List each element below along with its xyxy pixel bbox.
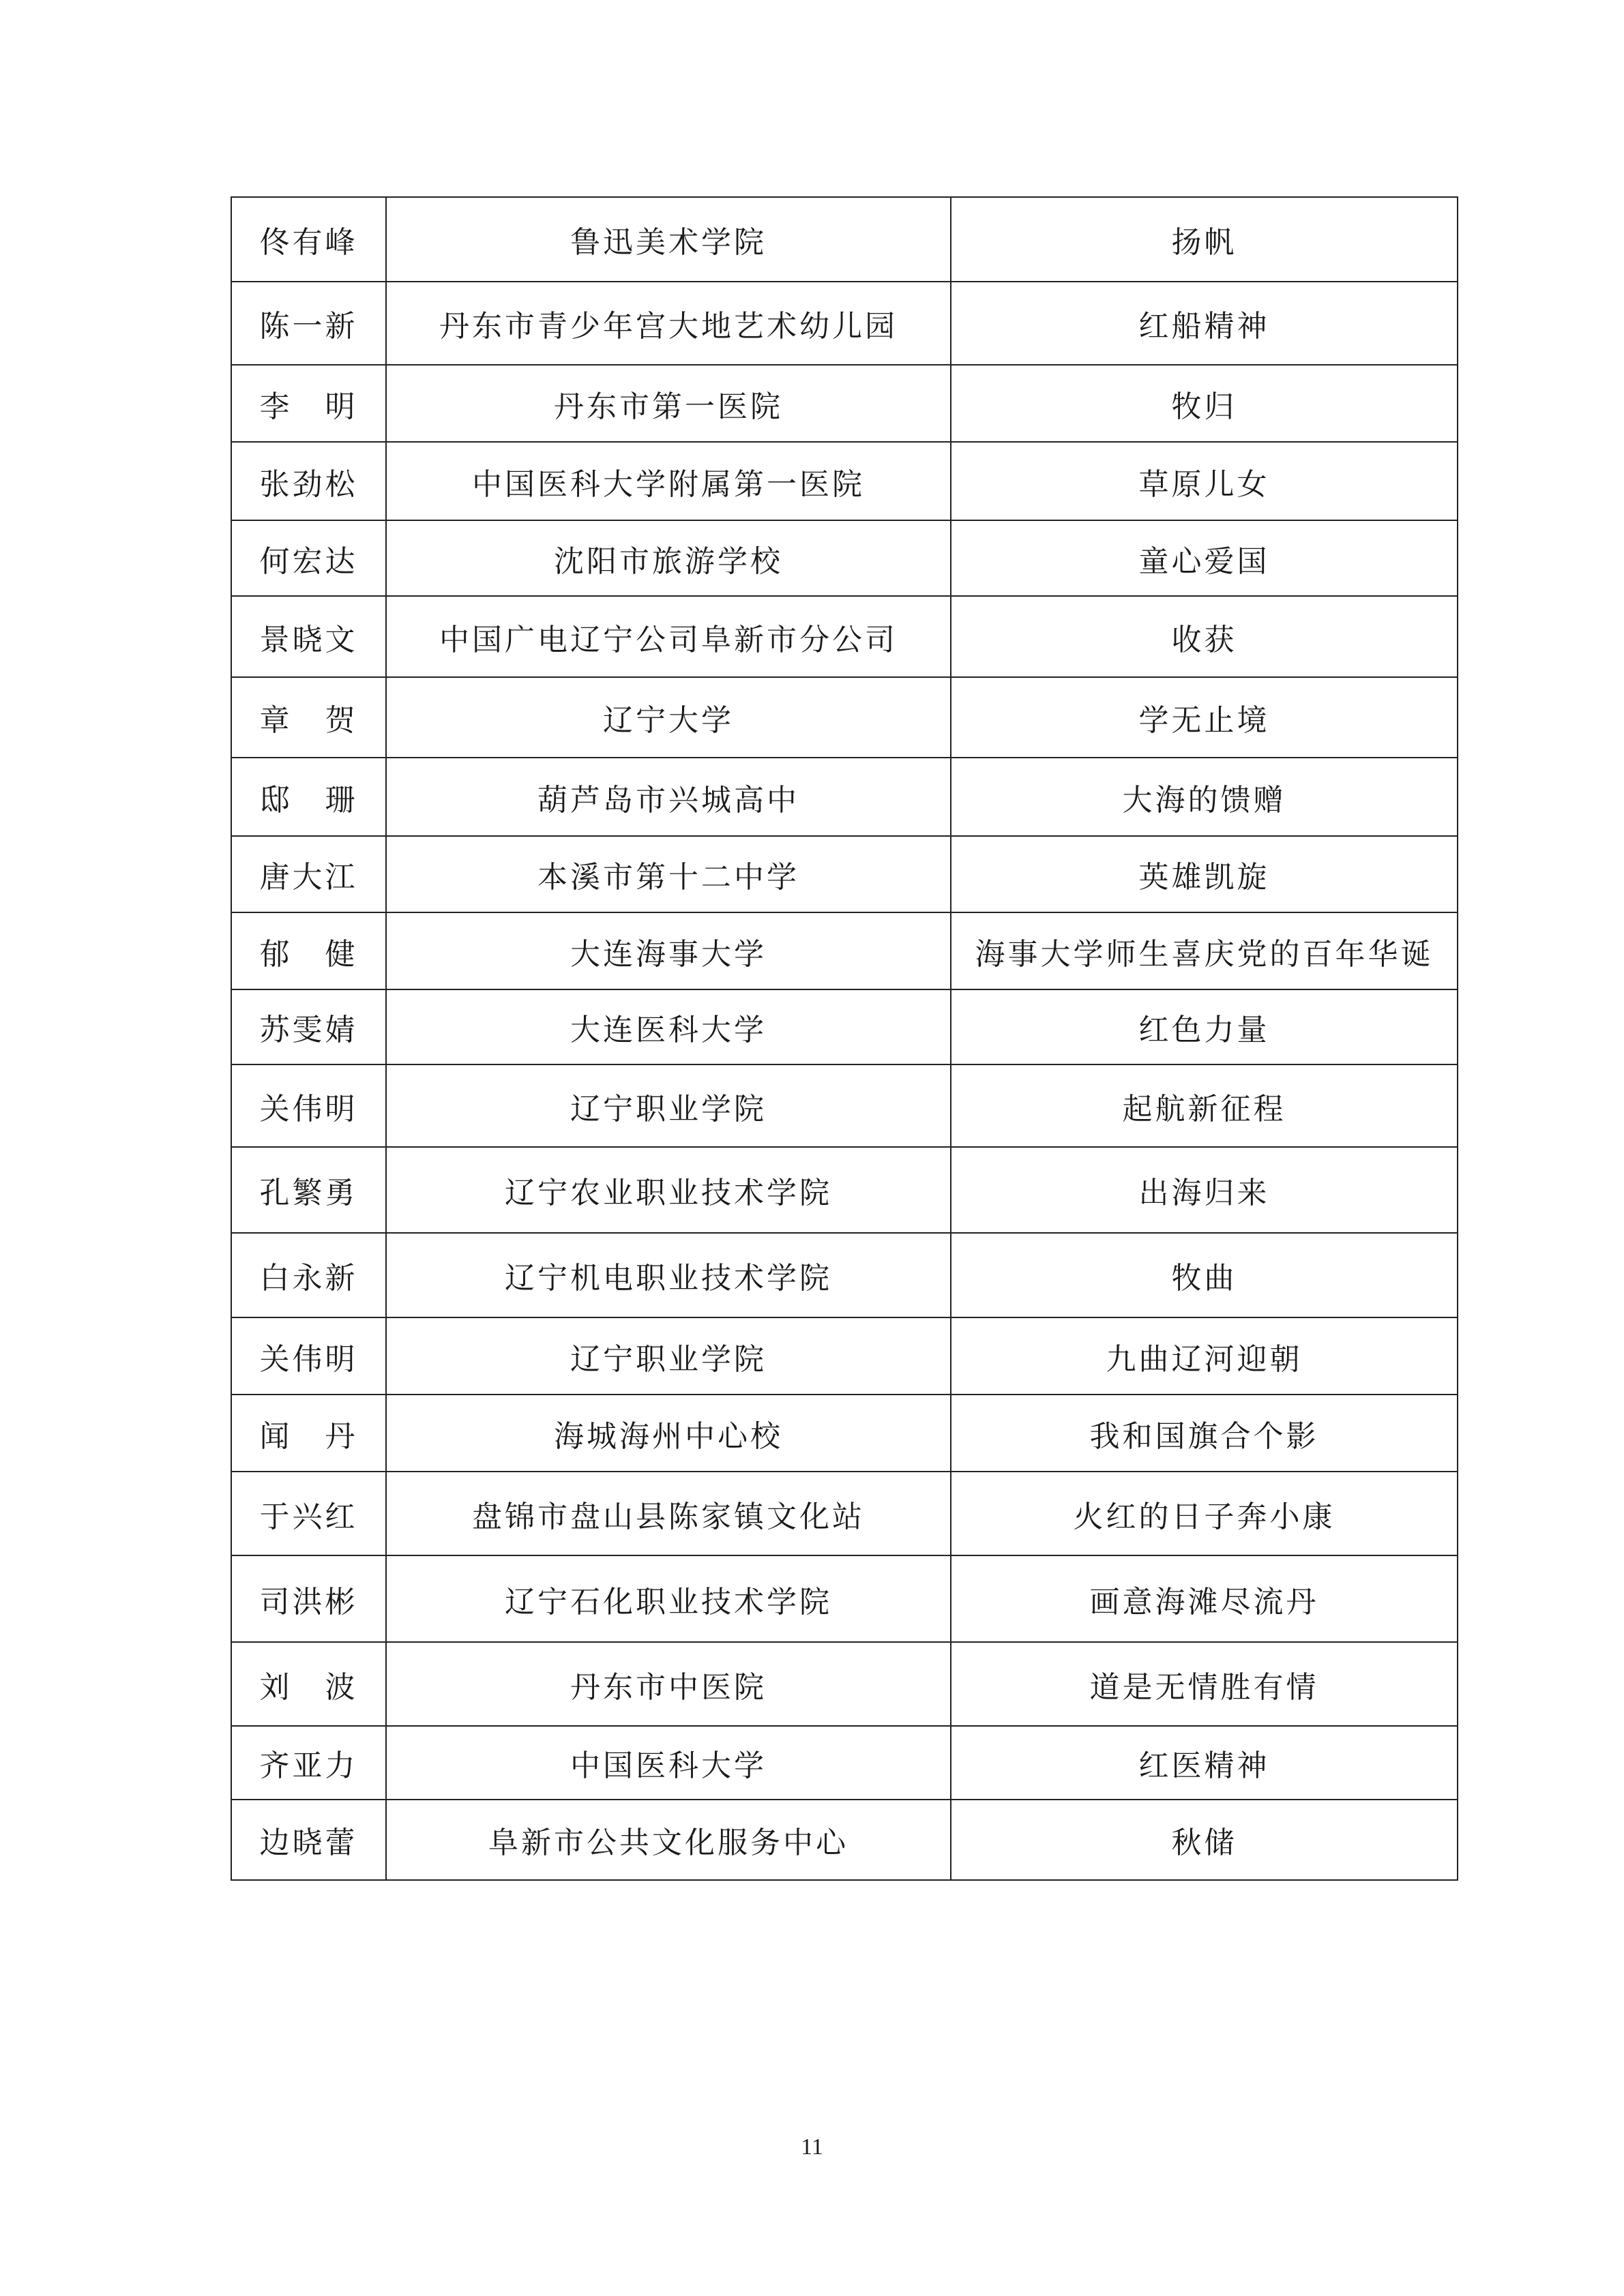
- work-title-cell: 我和国旗合个影: [951, 1395, 1458, 1472]
- name-cell: 唐大江: [231, 836, 386, 912]
- name-cell: 关伟明: [231, 1064, 386, 1147]
- name-cell: 刘 波: [231, 1642, 386, 1726]
- organization-cell: 丹东市青少年宫大地艺术幼儿园: [386, 282, 951, 365]
- table-row: [231, 1726, 1458, 1800]
- organization-cell: 辽宁石化职业技术学院: [386, 1555, 951, 1642]
- organization-cell: 沈阳市旅游学校: [386, 520, 951, 596]
- name-cell: 佟有峰: [231, 197, 386, 282]
- work-title-cell: 红医精神: [951, 1726, 1458, 1800]
- organization-cell: 辽宁职业学院: [386, 1064, 951, 1147]
- work-title-cell: 牧归: [951, 365, 1458, 442]
- organization-cell: 中国医科大学附属第一医院: [386, 442, 951, 520]
- work-title-cell: 扬帆: [951, 197, 1458, 282]
- table-row: [231, 1642, 1458, 1726]
- table-row: [231, 1395, 1458, 1472]
- name-cell: 张劲松: [231, 442, 386, 520]
- table-row: [231, 365, 1458, 442]
- work-title-cell: 海事大学师生喜庆党的百年华诞: [951, 912, 1458, 989]
- organization-cell: 辽宁农业职业技术学院: [386, 1147, 951, 1233]
- table-row: [231, 1147, 1458, 1233]
- table-row: [231, 197, 1458, 282]
- organization-cell: 海城海州中心校: [386, 1395, 951, 1472]
- work-title-cell: 起航新征程: [951, 1064, 1458, 1147]
- work-title-cell: 童心爱国: [951, 520, 1458, 596]
- work-title-cell: 秋储: [951, 1800, 1458, 1880]
- page-number: 11: [801, 2134, 823, 2160]
- organization-cell: 葫芦岛市兴城高中: [386, 758, 951, 836]
- organization-cell: 盘锦市盘山县陈家镇文化站: [386, 1472, 951, 1555]
- table-row: [231, 1064, 1458, 1147]
- name-cell: 司洪彬: [231, 1555, 386, 1642]
- work-title-cell: 道是无情胜有情: [951, 1642, 1458, 1726]
- name-cell: 景晓文: [231, 596, 386, 677]
- table-row: [231, 1233, 1458, 1317]
- work-title-cell: 火红的日子奔小康: [951, 1472, 1458, 1555]
- organization-cell: 中国医科大学: [386, 1726, 951, 1800]
- roster-table: [231, 196, 1458, 1881]
- work-title-cell: 收获: [951, 596, 1458, 677]
- table-row: [231, 836, 1458, 912]
- table-row: [231, 520, 1458, 596]
- roster-body: [231, 197, 1458, 1880]
- name-cell: 陈一新: [231, 282, 386, 365]
- name-cell: 邸 珊: [231, 758, 386, 836]
- organization-cell: 大连医科大学: [386, 989, 951, 1064]
- name-cell: 苏雯婧: [231, 989, 386, 1064]
- table-row: [231, 442, 1458, 520]
- work-title-cell: 牧曲: [951, 1233, 1458, 1317]
- table-row: [231, 912, 1458, 989]
- name-cell: 边晓蕾: [231, 1800, 386, 1880]
- organization-cell: 鲁迅美术学院: [386, 197, 951, 282]
- table-row: [231, 758, 1458, 836]
- name-cell: 关伟明: [231, 1317, 386, 1395]
- table-row: [231, 1555, 1458, 1642]
- work-title-cell: 草原儿女: [951, 442, 1458, 520]
- work-title-cell: 画意海滩尽流丹: [951, 1555, 1458, 1642]
- name-cell: 齐亚力: [231, 1726, 386, 1800]
- work-title-cell: 红色力量: [951, 989, 1458, 1064]
- organization-cell: 辽宁大学: [386, 677, 951, 758]
- name-cell: 孔繁勇: [231, 1147, 386, 1233]
- table-row: [231, 282, 1458, 365]
- work-title-cell: 九曲辽河迎朝: [951, 1317, 1458, 1395]
- name-cell: 于兴红: [231, 1472, 386, 1555]
- name-cell: 李 明: [231, 365, 386, 442]
- work-title-cell: 出海归来: [951, 1147, 1458, 1233]
- table-row: [231, 677, 1458, 758]
- work-title-cell: 学无止境: [951, 677, 1458, 758]
- organization-cell: 大连海事大学: [386, 912, 951, 989]
- name-cell: 郁 健: [231, 912, 386, 989]
- table-row: [231, 1317, 1458, 1395]
- organization-cell: 阜新市公共文化服务中心: [386, 1800, 951, 1880]
- table-row: [231, 1800, 1458, 1880]
- organization-cell: 丹东市第一医院: [386, 365, 951, 442]
- work-title-cell: 红船精神: [951, 282, 1458, 365]
- name-cell: 章 贺: [231, 677, 386, 758]
- organization-cell: 丹东市中医院: [386, 1642, 951, 1726]
- name-cell: 何宏达: [231, 520, 386, 596]
- organization-cell: 中国广电辽宁公司阜新市分公司: [386, 596, 951, 677]
- table-row: [231, 989, 1458, 1064]
- table-row: [231, 1472, 1458, 1555]
- name-cell: 白永新: [231, 1233, 386, 1317]
- work-title-cell: 英雄凯旋: [951, 836, 1458, 912]
- organization-cell: 辽宁职业学院: [386, 1317, 951, 1395]
- organization-cell: 辽宁机电职业技术学院: [386, 1233, 951, 1317]
- organization-cell: 本溪市第十二中学: [386, 836, 951, 912]
- table-row: [231, 596, 1458, 677]
- work-title-cell: 大海的馈赠: [951, 758, 1458, 836]
- name-cell: 闻 丹: [231, 1395, 386, 1472]
